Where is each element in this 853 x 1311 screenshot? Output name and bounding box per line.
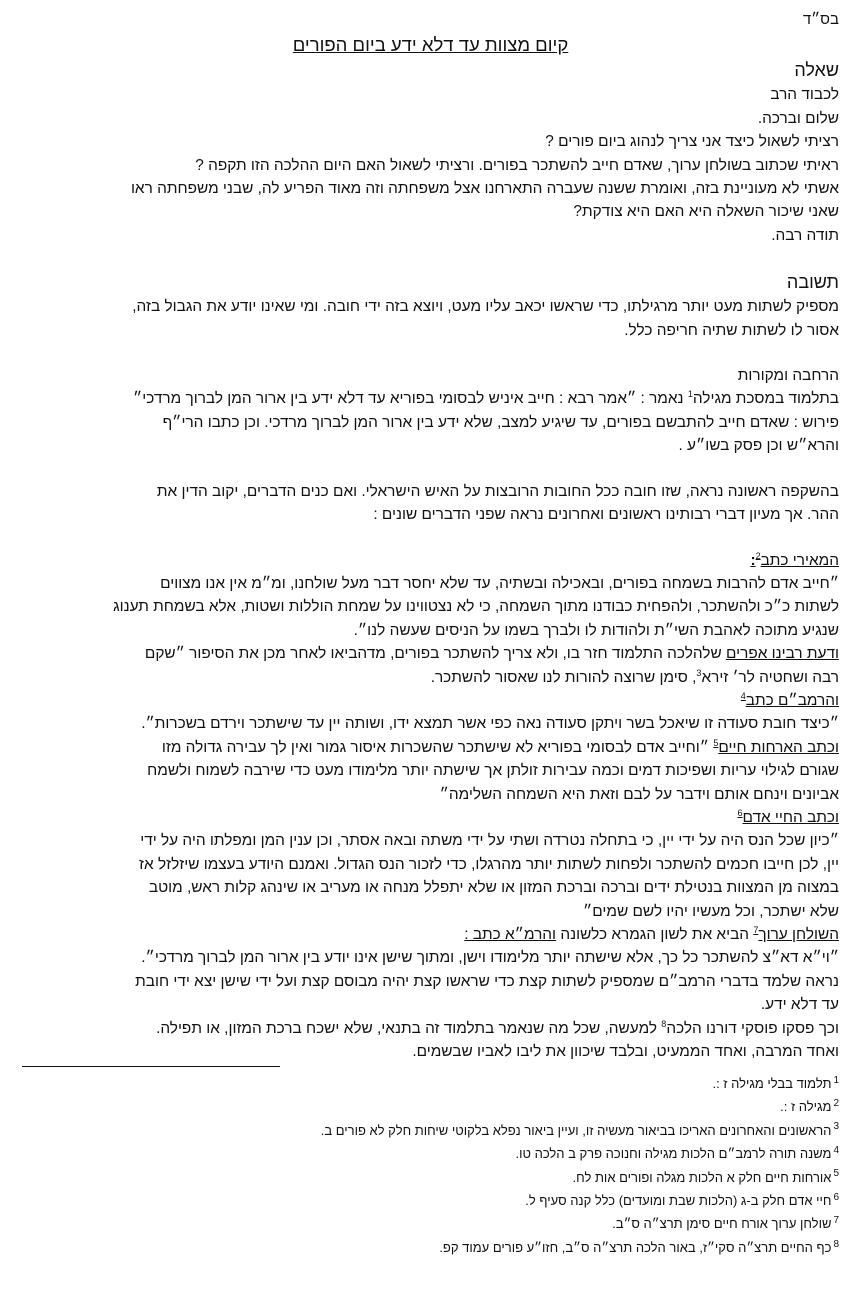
document-page bbox=[22, 8, 839, 1063]
meiri-label: המאירי כתב bbox=[760, 551, 839, 569]
shulchan-aruch-text: הביא את לשון הגמרא כלשונה bbox=[556, 926, 754, 943]
answer-line: מספיק לשתות מעט יותר מרגילתו, כדי שראשו יכאב עליו מעט, ויוצא בזה ידי חובה. ומי שאינו יודע את הגבול בזה, bbox=[132, 298, 839, 316]
chayei-adam-heading bbox=[22, 806, 839, 829]
rabbeinu-efraim-text: שלהלכה התלמוד חזר בו, ולא צריך להשתכר בפורים, מדהביאו לאחר מכן את הסיפור ״שקם bbox=[144, 645, 726, 663]
footnote-item bbox=[22, 1212, 839, 1235]
rabbeinu-efraim-line bbox=[22, 642, 839, 665]
rambam-quote: ״כיצד חובת סעודה זו שיאכל בשר ויתקן סעודה נאה כפי אשר תמצא ידו, ושותה יין עד שישתכר וירדם בשכרות״. bbox=[141, 715, 839, 733]
footnote-ref[interactable]: 2 bbox=[755, 550, 761, 561]
rema-quote: ״וי״א דא״צ להשתכר כל כך, אלא שישתה יותר מלימודו וישן, ומתוך שישן אינו יודע בין ארור המן לברוך מרדכי״. bbox=[141, 949, 839, 967]
shulchan-aruch-line bbox=[22, 923, 839, 946]
rema-explanation: עד דלא ידע. bbox=[760, 996, 839, 1014]
footnote-text: חיי אדם חלק ב-ג (הלכות שבת ומועדים) כלל קנה סעיף ל. bbox=[525, 1193, 832, 1209]
rambam-heading bbox=[22, 689, 839, 712]
question-line: שלום וברכה. bbox=[757, 109, 839, 127]
footnote-item bbox=[22, 1072, 839, 1095]
footnote-number: 7 bbox=[833, 1215, 839, 1227]
talmud-explanation: והרא״ש וכן פסק בשו״ע . bbox=[678, 437, 839, 455]
talmud-explanation: פירוש : שאדם חייב להתבשם בפורים, עד שיגיע למצב, שלא ידע בין ארור המן לברוך מרדכי. וכן כתבו הרי״ף bbox=[162, 413, 839, 431]
conclusion-text: וכך פסקו פוסקי דורנו הלכה bbox=[666, 1019, 839, 1037]
footnote-item bbox=[22, 1119, 839, 1142]
rabbeinu-efraim-label: ודעת רבינו אפרים bbox=[725, 645, 839, 663]
footnote-number: 1 bbox=[833, 1074, 839, 1086]
rabbeinu-efraim-text: , סימן שרוצה להורות לנו שאסור להשתכר. bbox=[430, 668, 697, 686]
footnote-number: 8 bbox=[833, 1238, 839, 1250]
answer-line: אסור לו לשתות שתיה חריפה כלל. bbox=[624, 321, 839, 339]
footnote-number: 5 bbox=[833, 1168, 839, 1180]
footnote-text: שולחן ערוך אורח חיים סימן תרצ״ה ס״ב. bbox=[612, 1216, 832, 1232]
meiri-quote: שנגיע מתוכה לאהבת השי״ת ולהודות לו ולברך בשמו על הניסים שעשה לנו״. bbox=[353, 621, 839, 639]
meiri-colon: : bbox=[750, 551, 756, 569]
question-line: אשתי לא מעוניינת בזה, ואומרת ששנה שעברה התארחנו אצל משפחתה וזה מאוד הפריע לה, שבני משפחתה ראו bbox=[130, 180, 839, 198]
question-line: ראיתי שכתוב בשולחן ערוך, שאדם חייב להשתכר בפורים. ורציתי לשאול האם היום ההלכה הזו תקפה ? bbox=[195, 156, 839, 174]
footnote-number: 4 bbox=[833, 1144, 839, 1156]
footnote-item bbox=[22, 1142, 839, 1165]
footnote-text: כף החיים תרצ״ה סקי״ז, באור הלכה תרצ״ה ס״ב, חזו״ע פורים עמוד קפ. bbox=[439, 1239, 832, 1255]
footnote-ref[interactable]: 7 bbox=[753, 924, 759, 935]
spacer bbox=[22, 342, 839, 364]
rambam-label: והרמב״ם כתב bbox=[745, 691, 839, 709]
question-line: לכבוד הרב bbox=[770, 86, 839, 104]
talmud-part1: בתלמוד במסכת מגילה bbox=[692, 390, 839, 408]
footnote-item bbox=[22, 1189, 839, 1212]
orchot-chaim-text: ״וחייב אדם לבסומי בפוריא לא שישתכר שהשכרות איסור גמור ואין לך עבירה גדולה מזו bbox=[161, 738, 714, 756]
question-line: שאני שיכור השאלה היא האם היא צודקת? bbox=[573, 203, 839, 221]
footnote-ref[interactable]: 3 bbox=[696, 667, 702, 678]
footnote-text: הראשונים והאחרונים האריכו בביאור מעשיה זו, ועיין ביאור נפלא בלקוטי שיחות חלק לא פורים ב. bbox=[320, 1122, 832, 1138]
spacer bbox=[22, 458, 839, 480]
footnote-item bbox=[22, 1236, 839, 1259]
orchot-chaim-quote: אביונים וינחם אותם וידבר על לבם וזאת היא השמחה השלימה״ bbox=[439, 785, 839, 803]
initial-view: בהשקפה ראשונה נראה, שזו חובה ככל החובות הרובצות על האיש הישראלי. ואם כנים הדברים, יקוב הדין את bbox=[156, 482, 839, 500]
footnote-number: 6 bbox=[833, 1191, 839, 1203]
footnote-ref[interactable]: 8 bbox=[661, 1018, 667, 1029]
footnote-text: תלמוד בבלי מגילה ז :. bbox=[712, 1076, 832, 1091]
orchot-chaim-quote: שגורם לגילוי עריות ושפיכות דמים וכמה עבירות זולתן אך שישתה יותר מלימודו מעט כדי שירבה לשמוח ולשמח bbox=[147, 762, 839, 780]
orchot-chaim-label: וכתב הארחות חיים bbox=[718, 738, 839, 756]
conclusion-line bbox=[22, 1017, 839, 1040]
answer-heading: תשובה bbox=[786, 272, 839, 293]
meiri-quote: ״חייב אדם להרבות בשמחה בפורים, ובאכילה ובשתיה, עד שלא יחסר דבר מעל שולחנו, ומ״מ אין אנו מצווים bbox=[160, 574, 839, 592]
footnote-separator bbox=[22, 1066, 280, 1067]
orchot-chaim-line bbox=[22, 736, 839, 759]
footnote-text: אורחות חיים חלק א הלכות מגלה ופורים אות לח. bbox=[572, 1169, 832, 1185]
footnote-text: משנה תורה לרמב״ם הלכות מגילה וחנוכה פרק ב הלכה טו. bbox=[515, 1146, 832, 1162]
chayei-adam-label: וכתב החיי אדם bbox=[742, 808, 839, 826]
footnote-ref[interactable]: 5 bbox=[713, 737, 719, 748]
bsd-header: בס״ד bbox=[802, 11, 839, 28]
footnote-ref[interactable]: 1 bbox=[687, 389, 693, 400]
initial-view: ההר. אך מעיון דברי רבותינו ראשונים ואחרונים נראה שפני הדברים שונים : bbox=[373, 506, 839, 524]
question-heading: שאלה bbox=[794, 60, 839, 81]
meiri-quote: לשתות כ״כ ולהשתכר, ולהפחית כבודנו מתוך השמחה, כי לא נצטווינו על שמחת הוללות ושטות, אלא בשמחת תענוג bbox=[113, 598, 839, 616]
footnote-number: 3 bbox=[833, 1121, 839, 1133]
footnote-text: מגילה ז :. bbox=[780, 1099, 832, 1115]
footnote-item bbox=[22, 1166, 839, 1189]
conclusion-text: למעשה, שכל מה שנאמר בתלמוד זה בתנאי, שלא ישכח ברכת המזון, או תפילה. bbox=[156, 1019, 662, 1037]
question-line: תודה רבה. bbox=[771, 226, 839, 244]
expansion-heading: הרחבה ומקורות bbox=[737, 367, 839, 385]
chayei-adam-quote: יין, לכן חייבו חכמים להשתכר ולפחות לשתות יותר מהרגלו, כדי לזכור הנס הגדול. ואמנם היודע בעצמו שיזלזל אז bbox=[139, 855, 839, 873]
rema-label: והרמ״א כתב : bbox=[464, 926, 557, 943]
conclusion-line: ואחד המרבה, ואחד הממעיט, ובלבד שיכוון את ליבו לאביו שבשמים. bbox=[412, 1043, 839, 1061]
page-title: קיום מצוות עד דלא ידע ביום הפורים bbox=[292, 34, 569, 56]
chayei-adam-quote: שלא ישתכר, וכל מעשיו יהיו לשם שמים״ bbox=[582, 902, 839, 920]
chayei-adam-quote: במצוה מן המצוות בנטילת ידים וברכה וברכת המזון או שלא יתפלל מנחה או מעריב או שינהג קלות ראש, מוטב bbox=[148, 879, 839, 897]
footnote-item bbox=[22, 1095, 839, 1118]
chayei-adam-quote: ״כיון שכל הנס היה על ידי יין, כי בתחלה נטרדה ושתי על ידי משתה ובאה אסתר, וכן ענין המן ומפלתו היה על ידי bbox=[140, 832, 839, 850]
footnote-ref[interactable]: 4 bbox=[740, 690, 746, 701]
talmud-part2: נאמר : ״אמר רבא : חייב איניש לבסומי בפוריא עד דלא ידע בין ארור המן לברוך מרדכי״ bbox=[132, 390, 688, 408]
question-line: רציתי לשאול כיצד אני צריך לנהוג ביום פורים ? bbox=[545, 133, 839, 151]
rabbeinu-efraim-text: רבה ושחטיה לר׳ זירא bbox=[701, 668, 839, 686]
meiri-heading bbox=[22, 549, 839, 572]
talmud-quote bbox=[22, 387, 839, 410]
shulchan-aruch-label: השולחן ערוך bbox=[758, 926, 839, 943]
footnote-ref[interactable]: 6 bbox=[737, 807, 743, 818]
spacer bbox=[22, 527, 839, 549]
spacer bbox=[22, 247, 839, 270]
footnotes bbox=[22, 1072, 839, 1259]
rabbeinu-efraim-line bbox=[22, 666, 839, 689]
footnote-number: 2 bbox=[833, 1098, 839, 1110]
rema-explanation: נראה שלמד בדברי הרמב״ם שמספיק לשתות קצת כדי שראשו קצת יהיה מבוסם קצת ועל ידי שישן יצא ידי חובת bbox=[135, 972, 839, 990]
